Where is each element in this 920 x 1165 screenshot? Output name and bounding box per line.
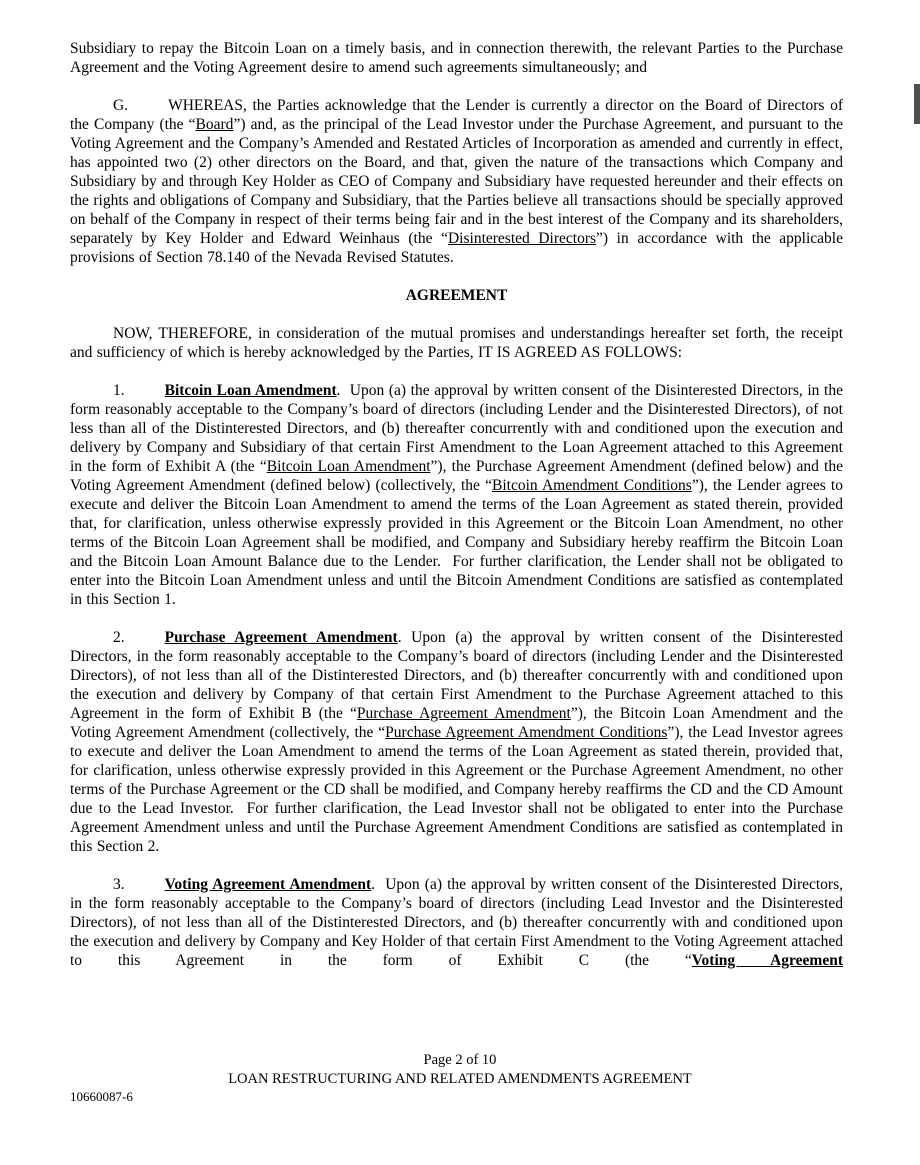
text-run: . Upon (a) the approval by written consent of the Disinterested Directors, in the form reasonably acceptable to the Company’s board of directors (including Lead Investor and the Disinterested Directors), of not less than all of the Distinterested Directors, and (b) thereafter concurrently with and conditioned upon the execution and delivery by Company and Key Holder of that certain First Amendment to the Voting Agreement attached to this Agreement in the form of Exhibit C (the “ xyxy=(70,876,843,969)
text-run: 3. xyxy=(113,876,125,893)
text-run: ”), the Purchase Agreement Amendment (defined below) and the Voting Agreement Amendment (defined below) (collectively, the “ xyxy=(70,458,843,494)
defined-term: Voting Agreement Amendment xyxy=(164,876,372,893)
text-run: AGREEMENT xyxy=(405,287,508,304)
page-number: Page 2 of 10 xyxy=(423,1052,497,1068)
text-run: ”), the Lender agrees to execute and deliver the Bitcoin Loan Amendment to amend the terms of the Loan Agreement as stated therein, provided that, for clarification, unless otherwise expressly provided in this Agreement or the Bitcoin Loan Amendment, no other terms of the Bitcoin Loan Agreement shall be modified, and Company and Subsidiary hereby reaffirm the Bitcoin Loan and the Bitcoin Loan Amount Balance due to the Lender. For further clarification, the Lender shall not be obligated to enter into the Bitcoin Loan Amendment unless and until the Bitcoin Amendment Conditions are satisfied as contemplated in this Section 1. xyxy=(70,477,843,608)
text-run: G. xyxy=(113,97,129,114)
text-run: 2. xyxy=(113,629,125,646)
scrollbar-thumb[interactable] xyxy=(914,84,920,124)
defined-term: Purchase Agreement Amendment xyxy=(164,629,398,646)
now-therefore-paragraph xyxy=(70,324,843,362)
document-control-number: 10660087-6 xyxy=(70,1089,133,1104)
defined-term: Board xyxy=(195,116,234,133)
recital-g-paragraph xyxy=(70,96,843,267)
section-1-bitcoin-loan-amendment xyxy=(70,381,843,609)
text-run: 1. xyxy=(113,382,125,399)
defined-term: Disinterested Directors xyxy=(447,230,597,247)
defined-term: Purchase Agreement Amendment xyxy=(356,705,571,722)
text-run: ”) and, as the principal of the Lead Investor under the Purchase Agreement, and pursuant to the Voting Agreement and the Company’s Amended and Restated Articles of Incorporation as amended and currently in effect, has appointed two (2) other directors on the Board, and that, given the nature of the transactions which Company and Subsidiary by and through Key Holder as CEO of Company and Subsidiary have requested hereunder and their effects on the rights and obligations of Company and Subsidiary, that the Parties believe all transactions should be specially approved on behalf of the Company in respect of their terms being fair and in the best interest of the Company and its shareholders, separately by Key Holder and Edward Weinhaus (the “ xyxy=(70,116,843,247)
page-footer xyxy=(0,1051,920,1089)
paragraph-continuation xyxy=(70,39,843,77)
defined-term: Purchase Agreement Amendment Conditions xyxy=(385,724,668,741)
section-2-purchase-agreement-amendment xyxy=(70,628,843,856)
defined-term: Bitcoin Loan Amendment xyxy=(164,382,337,399)
section-3-voting-agreement-amendment xyxy=(70,875,843,970)
text-run: WHEREAS, the Parties acknowledge that the Lender is currently a director on the Board of Directors of the Company (the “ xyxy=(70,97,843,133)
text-run: ”) in accordance with the applicable provisions of Section 78.140 of the Nevada Revised Statutes. xyxy=(70,230,843,266)
text-run: . Upon (a) the approval by written consent of the Disinterested Directors, in the form reasonably acceptable to the Company’s board of directors (including Lender and the Disinterested Directors), of not less than all of the Distinterested Directors, and (b) thereafter concurrently with and conditioned upon the execution and delivery by Company of that certain First Amendment to the Purchase Agreement attached to this Agreement in the form of Exhibit B (the “ xyxy=(70,629,843,722)
text-run: ”), the Lead Investor agrees to execute and deliver the Loan Amendment to amend the terms of the Loan Agreement as stated therein, provided that, for clarification, unless otherwise expressly provided in this Agreement or the Purchase Agreement Amendment, no other terms of the Purchase Agreement or the CD shall be modified, and Company hereby reaffirms the CD and the CD Amount due to the Lead Investor. For further clarification, the Lead Investor shall not be obligated to enter into the Purchase Agreement Amendment unless and until the Purchase Agreement Amendment Conditions are satisfied as contemplated in this Section 2. xyxy=(70,724,843,855)
text-run: Subsidiary to repay the Bitcoin Loan on a timely basis, and in connection therewith, the relevant Parties to the Purchase Agreement and the Voting Agreement desire to amend such agreements simultaneously; and xyxy=(70,40,843,76)
agreement-heading xyxy=(70,286,843,305)
defined-term: Voting Agreement xyxy=(691,952,843,969)
text-run: NOW, THEREFORE, in consideration of the mutual promises and understandings hereafter set forth, the receipt and sufficiency of which is hereby acknowledged by the Parties, IT IS AGREED AS FOLLOWS: xyxy=(70,325,843,361)
defined-term: Bitcoin Loan Amendment xyxy=(266,458,431,475)
text-run: ”), the Bitcoin Loan Amendment and the Voting Agreement Amendment (collectively, the “ xyxy=(70,705,843,741)
defined-term: Bitcoin Amendment Conditions xyxy=(492,477,692,494)
footer-document-title: LOAN RESTRUCTURING AND RELATED AMENDMENTS AGREEMENT xyxy=(228,1071,692,1087)
text-run: . Upon (a) the approval by written consent of the Disinterested Directors, in the form reasonably acceptable to the Company’s board of directors (including Lender and the Disinterested Directors), of not less than all of the Distinterested Directors, and (b) thereafter concurrently with and conditioned upon the execution and delivery by Company and Subsidiary of that certain First Amendment to the Loan Agreement attached to this Agreement in the form of Exhibit A (the “ xyxy=(70,382,843,475)
